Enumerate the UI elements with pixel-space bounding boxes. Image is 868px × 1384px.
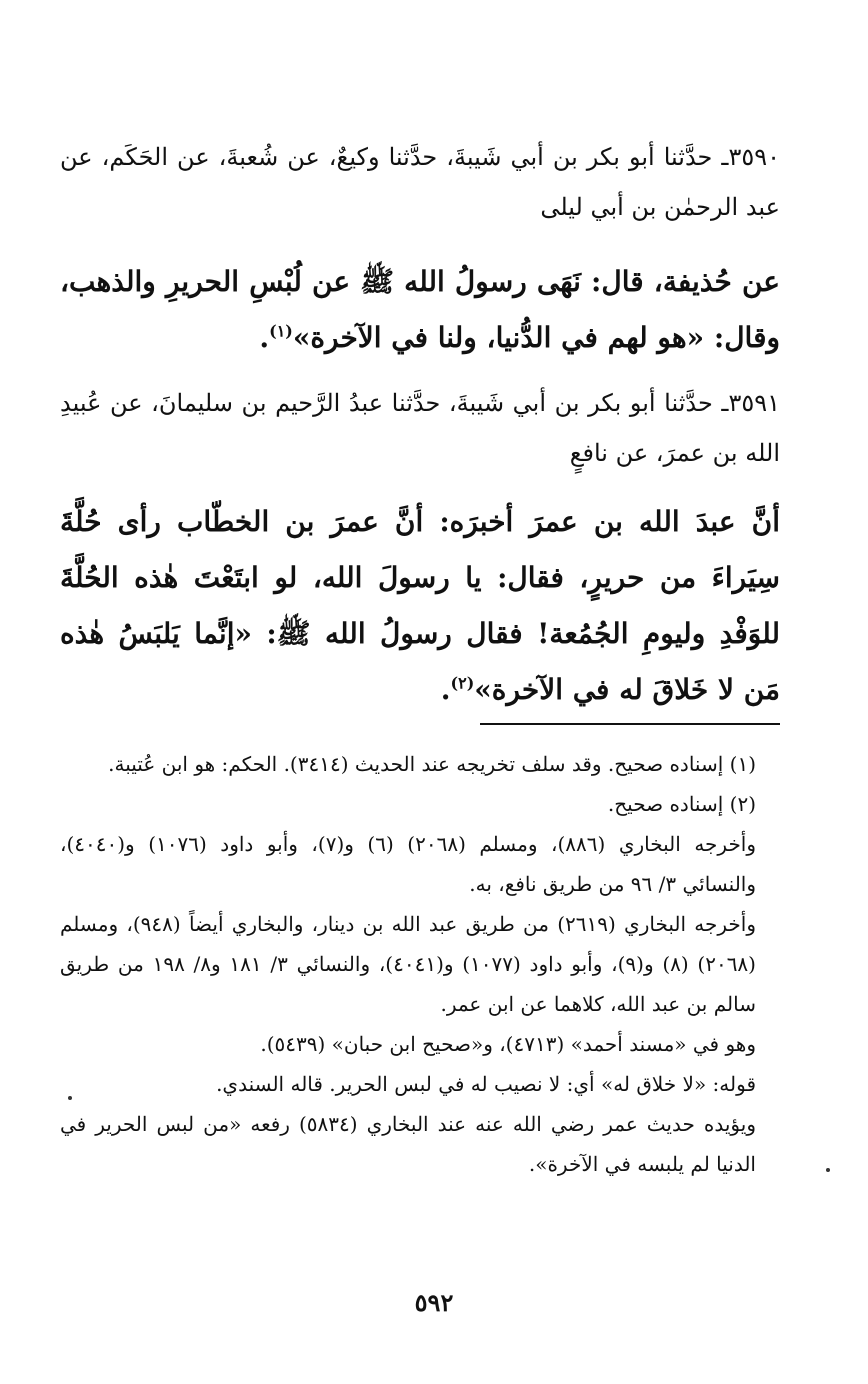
footnote-2: (٢) إسناده صحيح. bbox=[607, 792, 756, 816]
footnote-2-sharh: قوله: «لا خلاق له» أي: لا نصيب له في لبس الحرير. قاله السندي. bbox=[216, 1072, 756, 1096]
footnote-1: (١) إسناده صحيح. وقد سلف تخريجه عند الحديث (٣٤١٤). الحكم: هو ابن عُتيبة. bbox=[108, 752, 756, 776]
hadith-3591-end: . bbox=[440, 673, 451, 706]
hadith-3591-matn bbox=[60, 494, 780, 718]
print-speck bbox=[826, 1168, 830, 1172]
hadith-3591-text: أنَّ عبدَ الله بن عمرَ أخبرَه: أنَّ عمرَ بن الخطّاب رأى حُلَّةَ سِيَراءَ من حريرٍ، فقال: يا رسولَ الله، لو ابتَعْتَ هٰذه الحُلَّةَ للوَفْدِ وليومِ الجُمُعة! فقال رسولُ الله ﷺ: «إنَّما يَلبَسُ هٰذه مَن لا خَلاقَ له في الآخرة» bbox=[60, 505, 780, 706]
footnote-divider bbox=[480, 723, 780, 725]
footnote-2-supporting: ويؤيده حديث عمر رضي الله عنه عند البخاري (٥٨٣٤) رفعه «من لبس الحرير في الدنيا لم يلبسه في الآخرة». bbox=[60, 1112, 756, 1176]
footnote-ref-1[interactable]: (١) bbox=[269, 321, 293, 341]
page-number: ٥٩٢ bbox=[414, 1288, 454, 1317]
footnote-2-takhrij-1: وأخرجه البخاري (٨٨٦)، ومسلم (٢٠٦٨) (٦) و(٧)، وأبو داود (١٠٧٦) و(٤٠٤٠)، والنسائي ٣/ ٩٦ من طريق نافع، به. bbox=[60, 832, 757, 896]
print-speck bbox=[68, 1096, 72, 1100]
hadith-3591-isnad: ٣٥٩١ـ حدَّثنا أبو بكر بن أبي شَيبةَ، حدَّثنا عبدُ الرَّحيم بن سليمانَ، عن عُبيدِ الله بن عمرَ، عن نافعٍ bbox=[60, 389, 780, 467]
footnote-ref-2[interactable]: (٢) bbox=[450, 673, 475, 693]
footnote-2-takhrij-2: وأخرجه البخاري (٢٦١٩) من طريق عبد الله بن دينار، والبخاري أيضاً (٩٤٨)، ومسلم (٢٠٦٨) (٨) و(٩)، وأبو داود (١٠٧٧) و(٤٠٤١)، والنسائي ٣/ ١٨١ و٨/ ١٩٨ من طريق سالم بن عبد الله، كلاهما عن ابن عمر. bbox=[60, 912, 756, 1016]
footnotes-section bbox=[60, 744, 780, 1184]
hadith-3590-text: عن حُذيفة، قال: نَهَى رسولُ الله ﷺ عن لُبْسِ الحريرِ والذهب، وقال: «هو لهم في الدُّنيا، ولنا في الآخرة» bbox=[60, 265, 780, 354]
hadith-3590-matn bbox=[60, 254, 780, 366]
footnote-2-musnad: وهو في «مسند أحمد» (٤٧١٣)، و«صحيح ابن حبان» (٥٤٣٩). bbox=[260, 1032, 756, 1056]
hadith-3590-isnad: ٣٥٩٠ـ حدَّثنا أبو بكر بن أبي شَيبةَ، حدَّثنا وكيعٌ، عن شُعبةَ، عن الحَكَم، عن عبد الرحمٰن بن أبي ليلى bbox=[60, 143, 780, 221]
hadith-3591-chain bbox=[60, 378, 780, 478]
hadith-3590-end: . bbox=[259, 321, 270, 354]
hadith-3590-chain bbox=[60, 132, 780, 232]
